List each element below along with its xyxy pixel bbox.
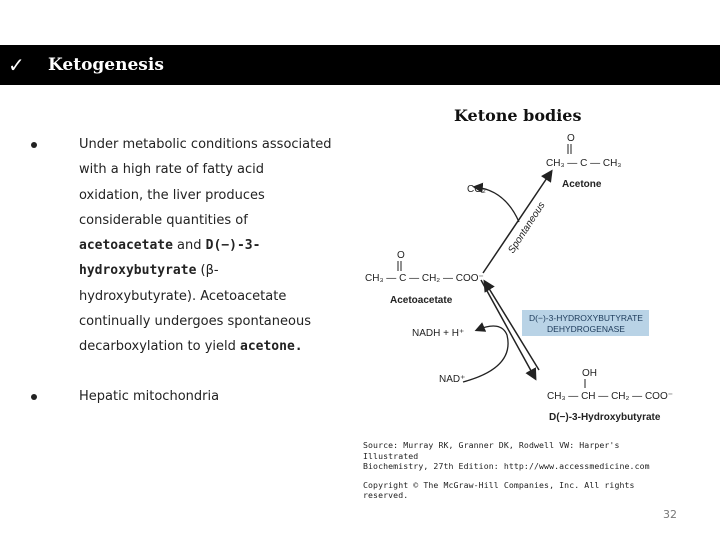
- term-acetone: acetone.: [240, 339, 303, 355]
- bullet-text: (β-: [196, 263, 219, 279]
- bullet-line: Under metabolic conditions associated: [79, 137, 332, 152]
- acetone-label: Acetone: [562, 179, 602, 190]
- source-line: Source: Murray RK, Granner DK, Rodwell VW: Harper's Illustrated: [363, 440, 620, 461]
- decarboxylation-arrow: [483, 172, 551, 273]
- bullet-line: Hepatic mitochondria: [79, 389, 220, 404]
- bullet-line: oxidation, the liver produces: [79, 187, 265, 203]
- co2-label: CO₂: [467, 184, 486, 195]
- bullet-line: continually undergoes spontaneous: [79, 314, 311, 330]
- page-number: 32: [663, 508, 677, 521]
- bullet-line: [79, 334, 331, 359]
- nad-label: NAD⁺: [439, 374, 466, 385]
- nadh-arrow: [463, 326, 508, 382]
- copyright-line: Copyright © The McGraw-Hill Companies, Inc. All rights reserved.: [363, 479, 635, 500]
- acetoacetate-label: Acetoacetate: [390, 295, 453, 306]
- acetone-formula: CH₃ — C — CH₃: [546, 158, 622, 169]
- bullet-line: [79, 258, 331, 283]
- bullet-text-1: [79, 132, 331, 360]
- spontaneous-label: Spontaneous: [506, 200, 548, 256]
- bullet-line: with a high rate of fatty acid: [79, 162, 265, 178]
- acetoacetate-oxygen: O: [397, 250, 405, 261]
- enzyme-name-line1: D(−)-3-HYDROXYBUTYRATE: [529, 313, 643, 323]
- enzyme-name-line2: DEHYDROGENASE: [547, 324, 625, 334]
- acetone-oxygen: O: [567, 133, 575, 144]
- bullet-text: and: [172, 238, 206, 254]
- term-hydroxybutyrate: hydroxybutyrate: [79, 263, 197, 279]
- checkmark-icon: ✓: [8, 53, 25, 77]
- slide-title: Ketogenesis: [48, 55, 164, 75]
- diagram-title: Ketone bodies: [454, 106, 582, 125]
- term-acetoacetate: acetoacetate: [79, 238, 173, 254]
- source-line: Biochemistry, 27th Edition: http://www.accessmedicine.com: [363, 461, 650, 471]
- bullet-dot-1: [31, 142, 37, 148]
- bullet-line: considerable quantities of: [79, 212, 248, 228]
- bullet-line: hydroxybutyrate). Acetoacetate: [79, 288, 287, 304]
- title-bar: [0, 45, 720, 85]
- ketone-bodies-diagram: [355, 130, 720, 430]
- bullet-line: [79, 233, 331, 258]
- term-d-3: D(−)-3-: [205, 238, 261, 254]
- nadh-label: NADH + H⁺: [412, 328, 465, 339]
- acetoacetate-formula: CH₃ — C — CH₂ — COO⁻: [365, 273, 484, 284]
- bullet-text: decarboxylation to yield: [79, 339, 240, 355]
- bullet-text-2: [79, 384, 219, 409]
- hydroxybutyrate-formula: CH₃ — CH — CH₂ — COO⁻: [547, 391, 674, 402]
- hydroxybutyrate-label: D(−)-3-Hydroxybutyrate: [549, 412, 661, 423]
- source-citation: [363, 440, 663, 501]
- hydroxybutyrate-oh: OH: [582, 368, 597, 379]
- bullet-dot-2: [31, 394, 37, 400]
